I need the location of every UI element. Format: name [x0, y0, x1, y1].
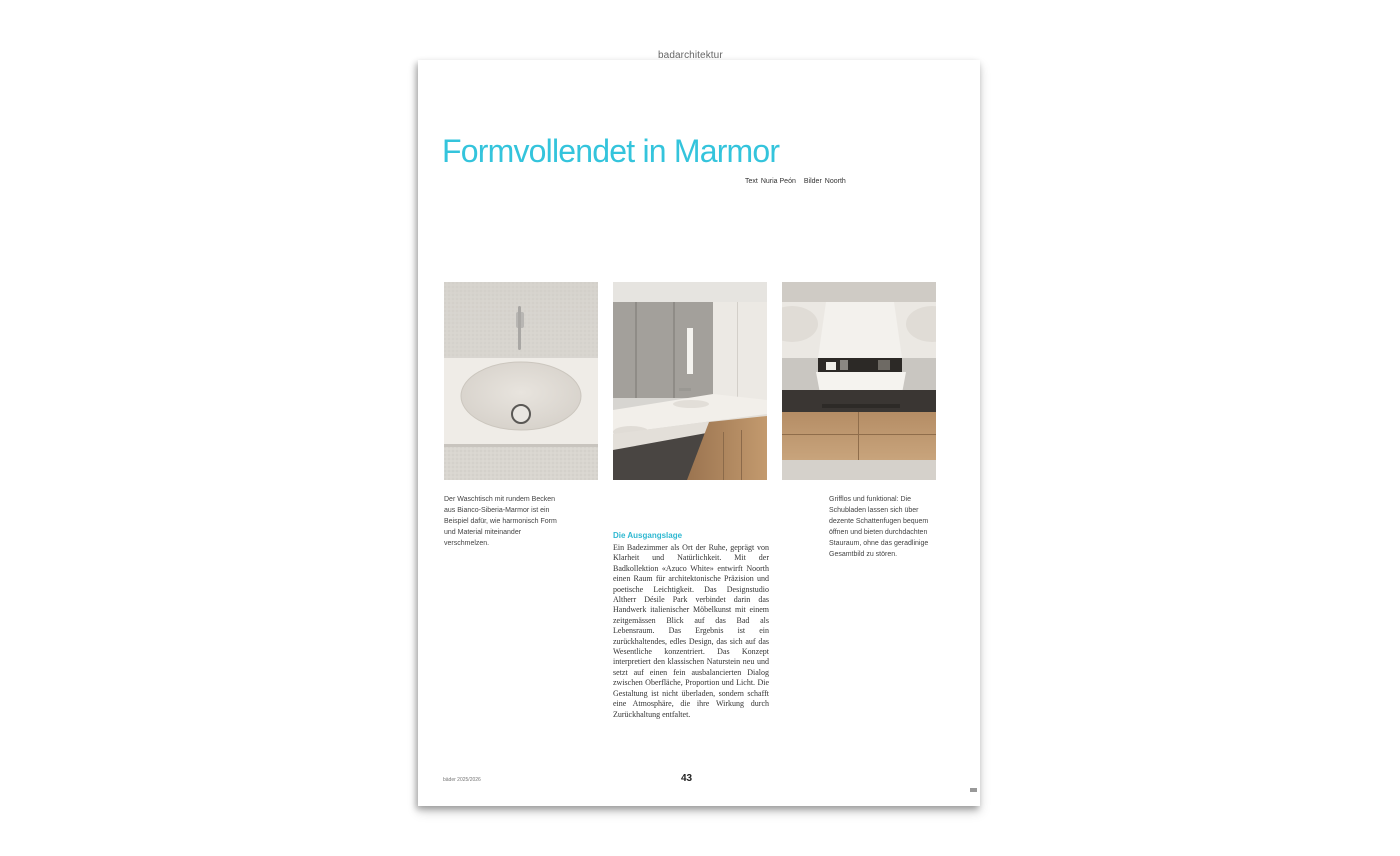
photo-round-basin [444, 282, 598, 480]
credits-images-author: Noorth [824, 178, 846, 185]
photo-vanity-room [613, 282, 767, 480]
caption-drawer: Grifflos und funktional: Die Schubladen lassen sich über dezente Schattenfugen bequem öffnen und bieten durchdachten Stauraum, ohne das geradlinige Gesamtbild zu stören. [829, 496, 929, 558]
vanity-illustration [613, 282, 767, 480]
credits-text-label: Text [745, 178, 758, 185]
credits-images-label: Bilder [803, 178, 822, 185]
basin-illustration [444, 282, 598, 480]
article-body: Ein Badezimmer als Ort der Ruhe, geprägt von Klarheit und Natürlichkeit. Mit der Badkollektion «Azuco White» entwirft Noorth einen Raum für architektonische Präzision und poetische Leichtigkeit. Das Designstudio Altherr Désile Park verbindet darin das Handwerk italienischer Möbelkunst mit einem zeitgemässen Blick auf das Bad als Lebensraum. Das Ergebnis ist ein zurückhaltendes, edles Design, das sich auf das Wesentliche konzentriert. Das Konzept interpretiert den klassischen Naturstein neu und setzt auf einen fein ausbalancierten Dialog zwischen Oberfläche, Proportion und Licht. Die Gestaltung ist nicht überladen, sondern schafft eine Atmosphäre, die ihre Wirkung durch Zurückhaltung entfaltet. [613, 543, 769, 719]
caption-basin: Der Waschtisch mit rundem Becken aus Bianco-Siberia-Marmor ist ein Beispiel dafür, wie harmonisch Form und Material miteinander verschmelzen. [444, 496, 557, 547]
article-title: Formvollendet in Marmor [442, 133, 780, 169]
article-subhead: Die Ausgangslage [613, 531, 683, 540]
drawer-illustration [782, 282, 936, 480]
footer-issue: bäder 2025/2026 [443, 777, 481, 783]
photo-open-drawer [782, 282, 936, 480]
article-credits [745, 178, 849, 185]
footer-mark [970, 788, 977, 792]
page-number: 43 [681, 773, 693, 784]
credits-text-author: Nuria Peón [760, 178, 796, 185]
section-label: badarchitektur [658, 50, 723, 61]
